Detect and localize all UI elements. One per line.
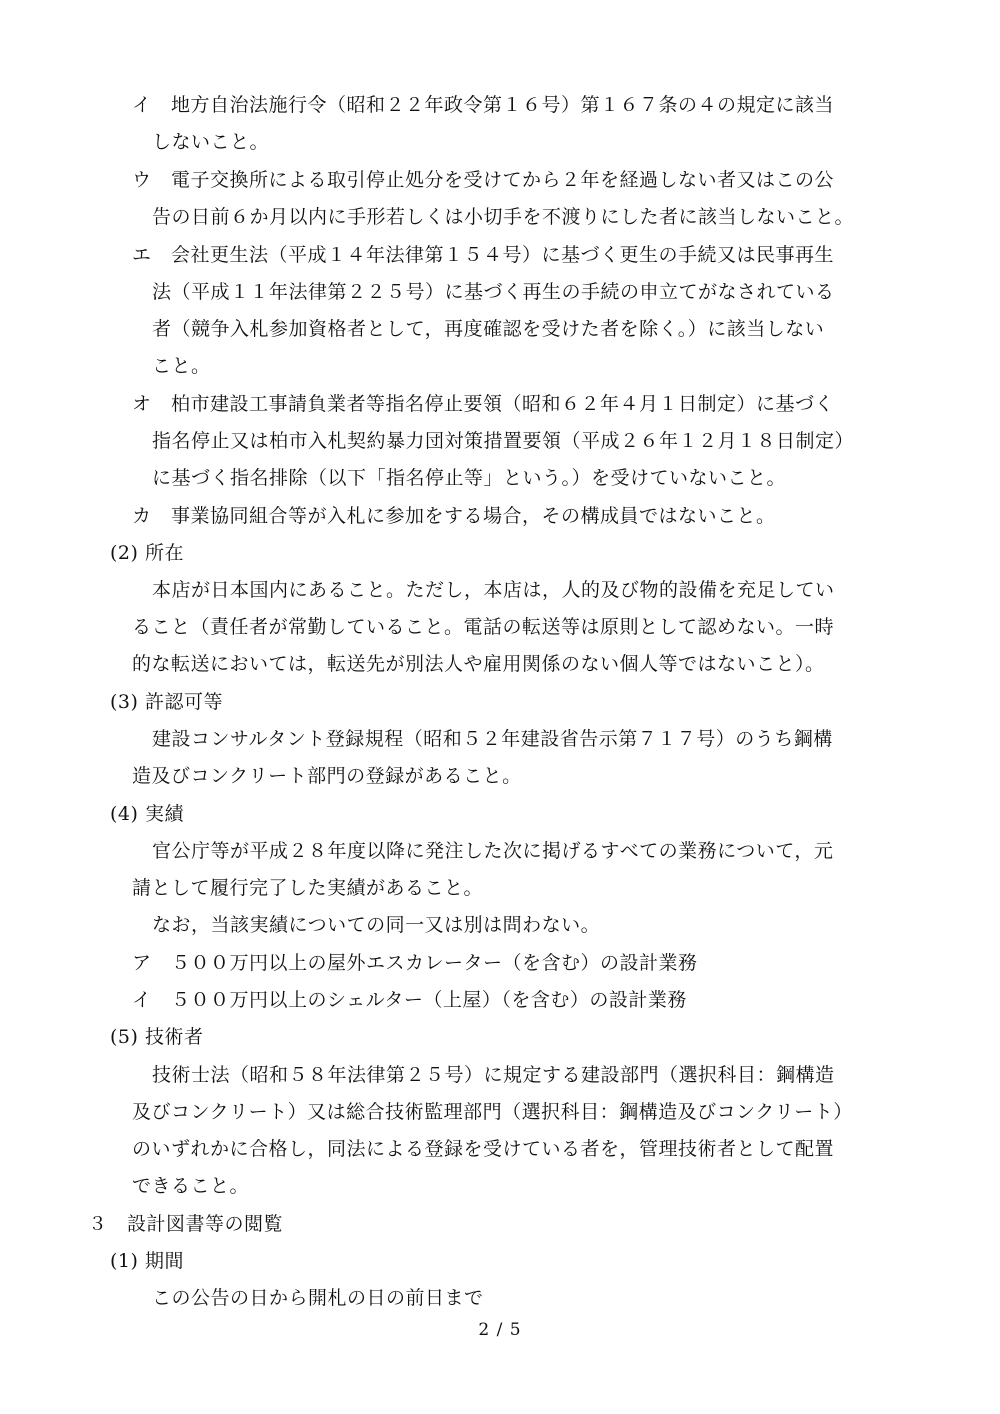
- section-heading: (1) 期間: [110, 1250, 184, 1272]
- text-line: 技術士法（昭和５８年法律第２５号）に規定する建設部門（選択科目：鋼構造: [152, 1064, 835, 1086]
- text-line: ウ 電子交換所による取引停止処分を受けてから２年を経過しない者又はこの公: [132, 169, 835, 191]
- section-heading: (2) 所在: [110, 542, 184, 564]
- page-number: 2 / 5: [478, 1320, 522, 1340]
- text-line: 及びコンクリート）又は総合技術監理部門（選択科目：鋼構造及びコンクリート）: [132, 1101, 853, 1123]
- text-line: 建設コンサルタント登録規程（昭和５２年建設省告示第７１７号）のうち鋼構: [152, 728, 833, 750]
- chapter-heading: ３ 設計図書等の閲覧: [88, 1213, 284, 1235]
- text-line: 的な転送においては，転送先が別法人や雇用関係のない個人等ではないこと）。: [132, 653, 825, 675]
- text-line: 者（競争入札参加資格者として，再度確認を受けた者を除く。）に該当しない: [152, 318, 825, 340]
- text-line: カ 事業協同組合等が入札に参加をする場合，その構成員ではないこと。: [132, 505, 776, 527]
- text-line: しないこと。: [152, 131, 270, 153]
- text-line: 法（平成１１年法律第２２５号）に基づく再生の手続の申立てがなされている: [152, 281, 835, 303]
- text-line: オ 柏市建設工事請負業者等指名停止要領（昭和６２年４月１日制定）に基づく: [132, 393, 835, 415]
- section-heading: (5) 技術者: [110, 1026, 204, 1048]
- text-line: こと。: [152, 355, 211, 377]
- text-line: 指名停止又は柏市入札契約暴力団対策措置要領（平成２６年１２月１８日制定）: [152, 430, 855, 452]
- text-line: なお，当該実績についての同一又は別は問わない。: [152, 914, 601, 936]
- text-line: イ ５００万円以上のシェルター（上屋）（を含む）の設計業務: [132, 989, 687, 1011]
- text-line: のいずれかに合格し，同法による登録を受けている者を，管理技術者として配置: [132, 1138, 835, 1160]
- text-line: 造及びコンクリート部門の登録があること。: [132, 765, 522, 787]
- section-heading: (3) 許認可等: [110, 691, 223, 713]
- text-line: 請として履行完了した実績があること。: [132, 877, 484, 899]
- text-line: 本店が日本国内にあること。ただし，本店は，人的及び物的設備を充足してい: [152, 579, 835, 601]
- text-line: ア ５００万円以上の屋外エスカレーター（を含む）の設計業務: [132, 952, 698, 974]
- text-line: できること。: [132, 1175, 250, 1197]
- text-line: この公告の日から開札の日の前日まで: [152, 1287, 484, 1309]
- text-line: ること（責任者が常勤していること。電話の転送等は原則として認めない。一時: [132, 616, 835, 638]
- text-line: エ 会社更生法（平成１４年法律第１５４号）に基づく更生の手続又は民事再生: [132, 244, 835, 266]
- text-line: イ 地方自治法施行令（昭和２２年政令第１６号）第１６７条の４の規定に該当: [132, 94, 835, 116]
- section-heading: (4) 実績: [110, 803, 184, 825]
- text-line: 官公庁等が平成２８年度以降に発注した次に掲げるすべての業務について，元: [152, 840, 834, 862]
- text-line: に基づく指名排除（以下「指名停止等」という。）を受けていないこと。: [152, 467, 787, 489]
- text-line: 告の日前６か月以内に手形若しくは小切手を不渡りにした者に該当しないこと。: [152, 206, 855, 228]
